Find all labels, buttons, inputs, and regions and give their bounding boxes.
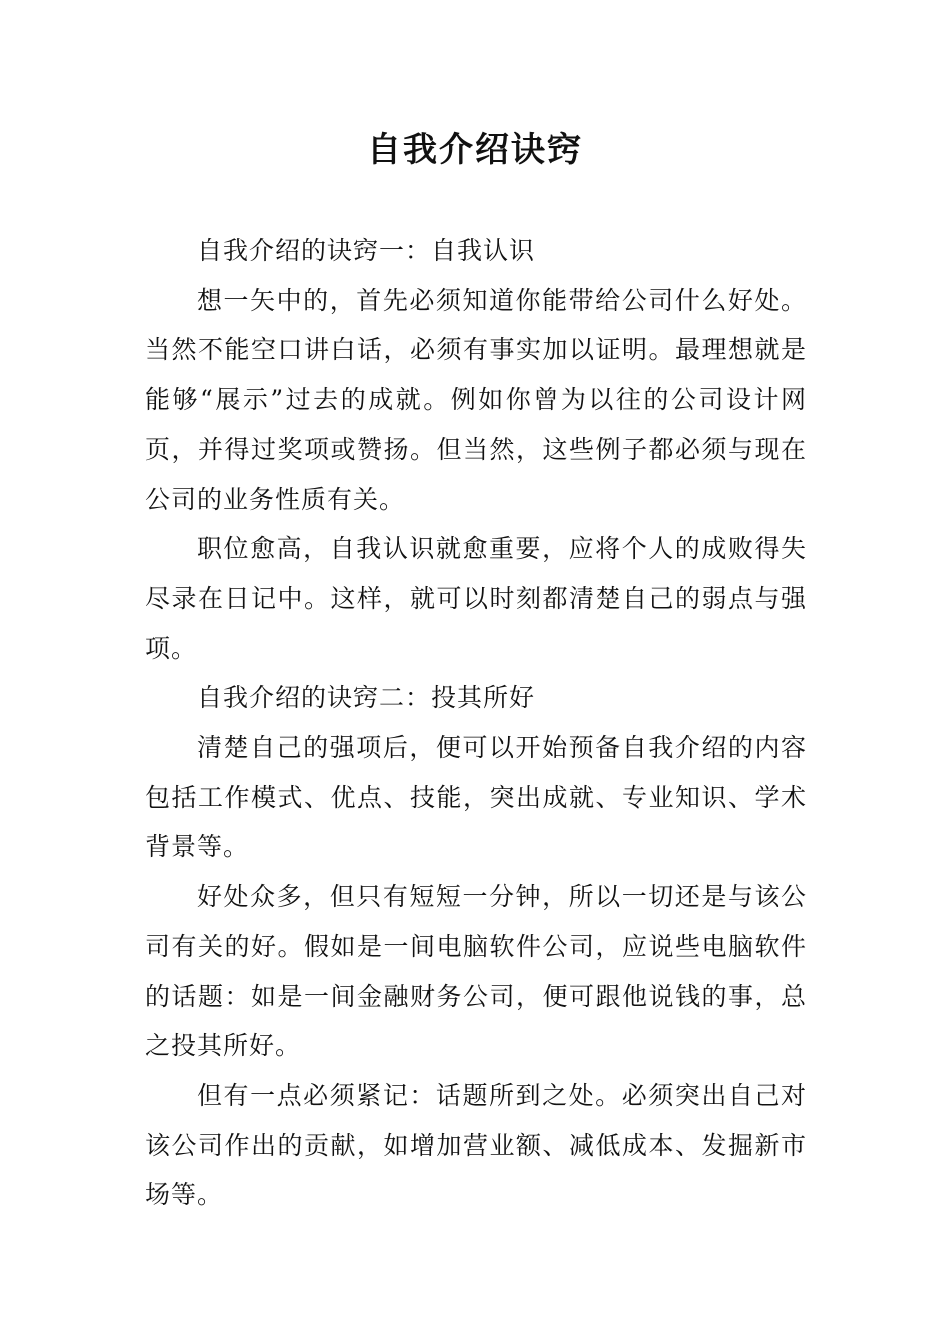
document-title: 自我介绍诀窍 <box>367 130 583 170</box>
paragraph: 职位愈高，自我认识就愈重要，应将个人的成败得失尽录在日记中。这样，就可以时刻都清楚自己的弱点与强项。 <box>145 534 807 663</box>
section-heading-1: 自我介绍的诀窍一：自我认识 <box>197 236 536 265</box>
document-body <box>145 226 807 1220</box>
section-heading-2: 自我介绍的诀窍二：投其所好 <box>197 683 536 713</box>
paragraph: 清楚自己的强项后，便可以开始预备自我介绍的内容包括工作模式、优点、技能，突出成就、专业知识、学术背景等。 <box>145 733 807 862</box>
paragraph: 好处众多，但只有短短一分钟，所以一切还是与该公司有关的好。假如是一间电脑软件公司，应说些电脑软件的话题：如是一间金融财务公司，便可跟他说钱的事，总之投其所好。 <box>145 882 807 1061</box>
paragraph: 想一矢中的，首先必须知道你能带给公司什么好处。当然不能空口讲白话，必须有事实加以证明。最理想就是能够“展示”过去的成就。例如你曾为以往的公司设计网页，并得过奖项或赞扬。但当然，这些例子都必须与现在公司的业务性质有关。 <box>145 285 807 514</box>
paragraph: 但有一点必须紧记：话题所到之处。必须突出自己对该公司作出的贡献，如增加营业额、减低成本、发掘新市场等。 <box>145 1080 807 1210</box>
